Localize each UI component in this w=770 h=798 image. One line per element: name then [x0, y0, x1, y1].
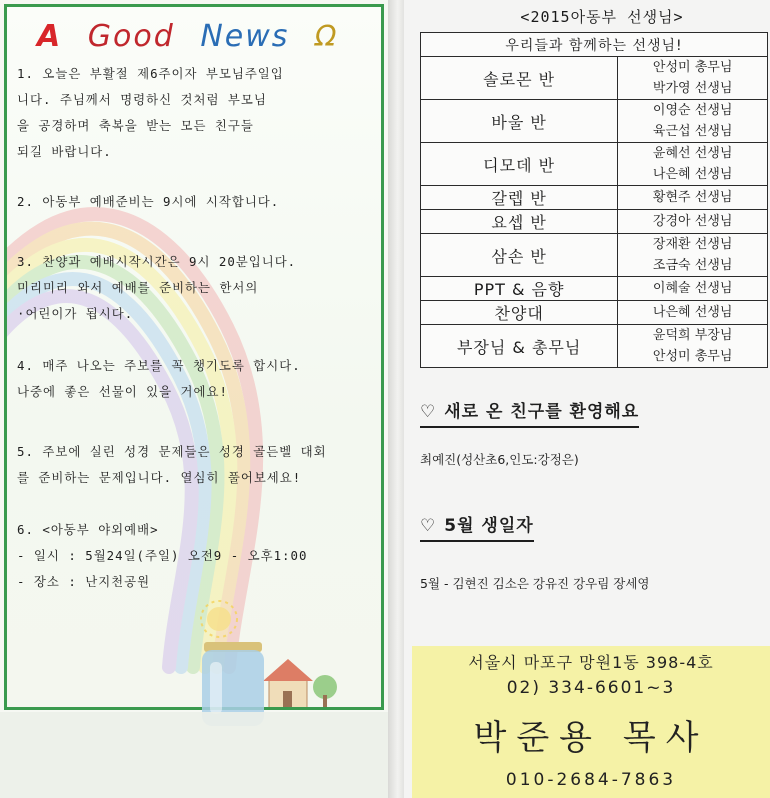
page-bottom-strip: [0, 712, 388, 798]
teacher-name: 이영순 선생님: [652, 103, 733, 118]
teacher-name: 황현주 선생님: [652, 190, 733, 205]
teacher-name: 이혜술 선생님: [652, 281, 733, 296]
birthday-heading: [420, 512, 534, 542]
notice-line: 5. 주보에 실린 성경 문제들은 성경 골든벨 대회: [17, 444, 327, 459]
class-name: 삼손 반: [421, 234, 618, 277]
welcome-heading: [420, 398, 639, 428]
title-news: News: [200, 19, 290, 54]
teacher-cell: [618, 325, 768, 368]
schedule-title: <2015아동부 선생님>: [520, 8, 684, 26]
table-header-row: [421, 33, 768, 57]
teacher-cell: [618, 301, 768, 325]
table-header: 우리들과 함께하는 선생님!: [421, 33, 768, 57]
class-name: 갈렙 반: [421, 186, 618, 210]
notice-line: 되길 바랍니다.: [17, 144, 112, 159]
notice-line: 를 준비하는 문제입니다. 열심히 풀어보세요!: [17, 470, 302, 485]
teacher-name: 안성미 총무님: [652, 349, 733, 364]
teacher-cell: [618, 100, 768, 143]
notice-line: 2. 아동부 예배준비는 9시에 시작합니다.: [17, 194, 280, 209]
teacher-name: 윤혜선 선생님: [652, 146, 733, 161]
table-row: [421, 210, 768, 234]
news-title: [37, 17, 352, 57]
birthday-text: 5월 - 김현진 김소은 강유진 강우림 장세영: [420, 576, 650, 591]
table-row: [421, 325, 768, 368]
news-frame: [4, 4, 384, 710]
notice-line: 니다. 주님께서 명령하신 것처럼 부모님: [17, 92, 267, 107]
welcome-heading-text: 새로 온 친구를 환영해요: [444, 402, 640, 422]
notice-line: 1. 오늘은 부활절 제6주이자 부모님주일입: [17, 66, 284, 81]
table-row: [421, 234, 768, 277]
teacher-cell: [618, 143, 768, 186]
church-address: 서울시 마포구 망원1동 398-4호: [468, 653, 714, 672]
church-phone: 02) 334-6601~3: [506, 678, 676, 698]
teacher-name: 안성미 총무님: [652, 60, 733, 75]
notice-line: - 장소 : 난지천공원: [17, 574, 151, 589]
birthday-heading-text: 5월 생일자: [444, 516, 534, 536]
notice-6: [17, 517, 371, 595]
teacher-name: 윤덕희 부장님: [652, 328, 733, 343]
class-name: 솔로몬 반: [421, 57, 618, 100]
teacher-name: 강경아 선생님: [652, 214, 733, 229]
teacher-cell: [618, 234, 768, 277]
class-name: PPT & 음향: [421, 277, 618, 301]
table-row: [421, 277, 768, 301]
welcome-text: 최예진(성산초6,인도:강정은): [420, 452, 579, 467]
table-row: [421, 301, 768, 325]
table-row: [421, 57, 768, 100]
notice-2: [17, 189, 371, 215]
teacher-table: [420, 32, 768, 368]
notice-line: 3. 찬양과 예배시작시간은 9시 20분입니다.: [17, 254, 297, 269]
title-a: A: [37, 19, 63, 54]
pastor-mobile: 010-2684-7863: [505, 770, 677, 790]
title-omega: Ω: [314, 20, 339, 53]
teacher-name: 나은혜 선생님: [652, 167, 733, 182]
teacher-name: 조금숙 선생님: [652, 258, 733, 273]
class-name: 요셉 반: [421, 210, 618, 234]
table-row: [421, 100, 768, 143]
heart-icon: ♡: [420, 516, 437, 536]
notice-line: 4. 매주 나오는 주보를 꼭 챙기도록 합시다.: [17, 358, 301, 373]
teacher-name: 박가영 선생님: [652, 81, 733, 96]
class-name: 디모데 반: [421, 143, 618, 186]
teacher-name: 장재환 선생님: [652, 237, 733, 252]
pastor-name: 박준용 목사: [473, 718, 709, 758]
notice-line: 나중에 좋은 선물이 있을 거에요!: [17, 384, 228, 399]
page-spine: [388, 0, 404, 798]
title-good: Good: [87, 19, 175, 54]
teacher-cell: [618, 277, 768, 301]
table-row: [421, 186, 768, 210]
notice-line: 을 공경하며 축복을 받는 모든 친구들: [17, 118, 254, 133]
teacher-name: 육근섭 선생님: [652, 124, 733, 139]
notice-5: [17, 439, 371, 491]
teacher-cell: [618, 186, 768, 210]
contact-box: [412, 646, 770, 798]
table-row: [421, 143, 768, 186]
notice-line: ·어린이가 됩시다.: [17, 306, 134, 321]
class-name: 바울 반: [421, 100, 618, 143]
heart-icon: ♡: [420, 402, 437, 422]
notice-3: [17, 249, 371, 327]
notice-4: [17, 353, 371, 405]
notice-line: 6. <아동부 야외예배>: [17, 522, 159, 537]
notice-1: [17, 61, 371, 165]
teacher-cell: [618, 57, 768, 100]
class-name: 부장님 & 총무님: [421, 325, 618, 368]
teacher-cell: [618, 210, 768, 234]
notice-line: 미리미리 와서 예배를 준비하는 한서의: [17, 280, 259, 295]
teacher-name: 나은혜 선생님: [652, 305, 733, 320]
notice-line: - 일시 : 5월24일(주일) 오전9 - 오후1:00: [17, 548, 308, 563]
class-name: 찬양대: [421, 301, 618, 325]
